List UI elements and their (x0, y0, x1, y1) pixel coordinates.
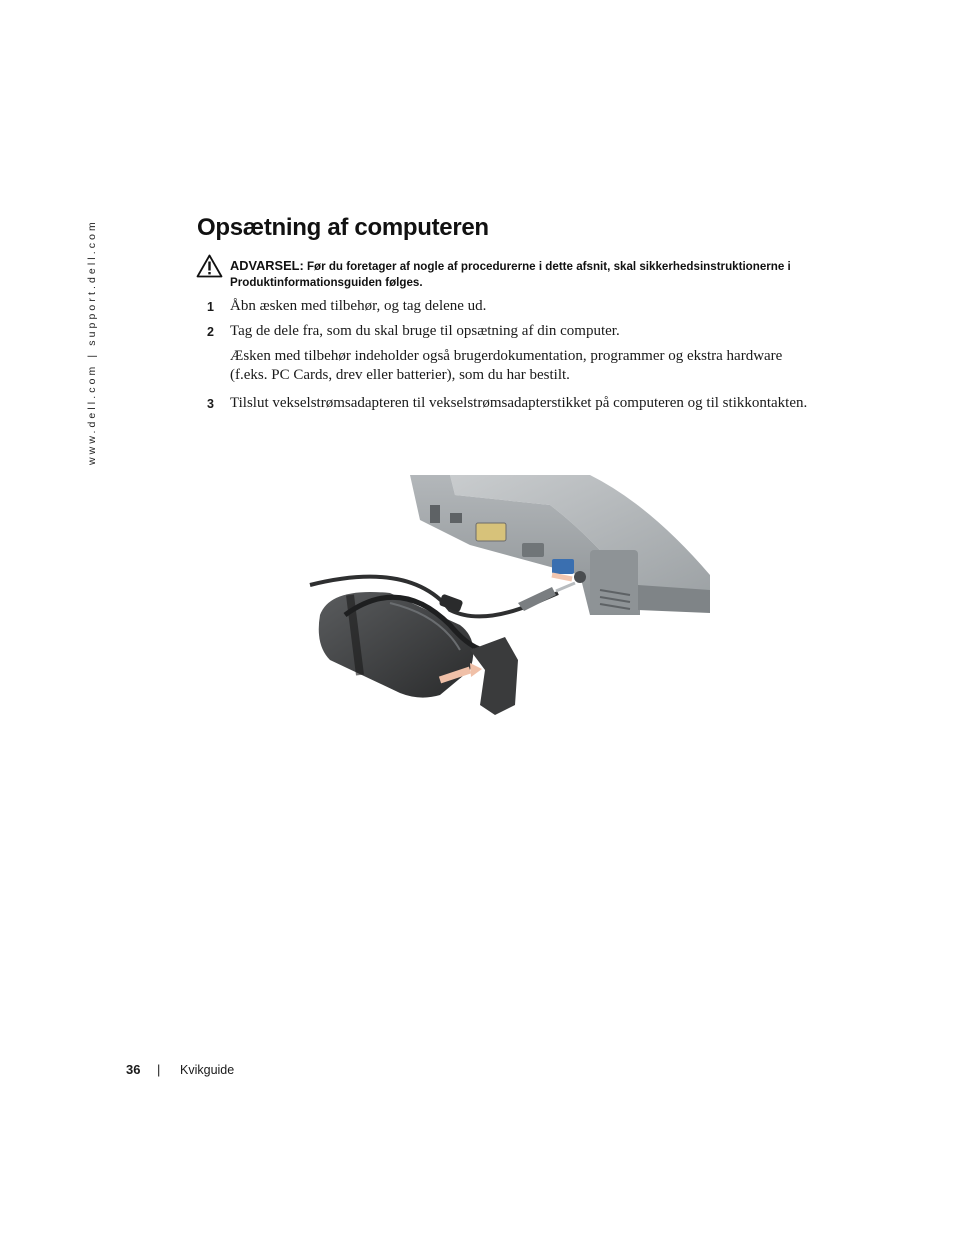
step-number: 1 (207, 300, 214, 314)
step-3 (207, 394, 817, 413)
footer-guide-name: Kvikguide (180, 1063, 235, 1077)
page-title: Opsætning af computeren (197, 214, 489, 241)
page-number: 36 (126, 1062, 141, 1077)
step-text: Åbn æsken med tilbehør, og tag delene ud. (230, 298, 487, 314)
sidebar-url: www.dell.com | support.dell.com (86, 219, 98, 465)
step-2-note: Æsken med tilbehør indeholder også brugerdokumentation, programmer og ekstra hardware (f.eks. PC Cards, drev eller batterier), som du har bestilt. (230, 348, 783, 383)
step-1 (207, 297, 817, 316)
footer-separator: | (157, 1062, 161, 1077)
step-2 (207, 322, 817, 341)
warning-triangle-icon (196, 254, 223, 278)
step-text: Tilslut vekselstrømsadapteren til vekselstrømsadapterstikket på computeren og til stikkontakten. (230, 395, 808, 411)
ac-adapter-illustration (290, 465, 730, 725)
warning-text (230, 258, 820, 291)
warning-label: ADVARSEL: (230, 258, 304, 273)
ac-plug (470, 637, 518, 715)
warning-body: Før du foretager af nogle af procedurerne i dette afsnit, skal sikkerhedsinstruktionerne i Produktinformationsguiden følges. (230, 260, 791, 289)
step-number: 3 (207, 397, 214, 411)
step-text: Tag de dele fra, som du skal bruge til opsætning af din computer. (230, 323, 620, 339)
step-number: 2 (207, 325, 214, 339)
